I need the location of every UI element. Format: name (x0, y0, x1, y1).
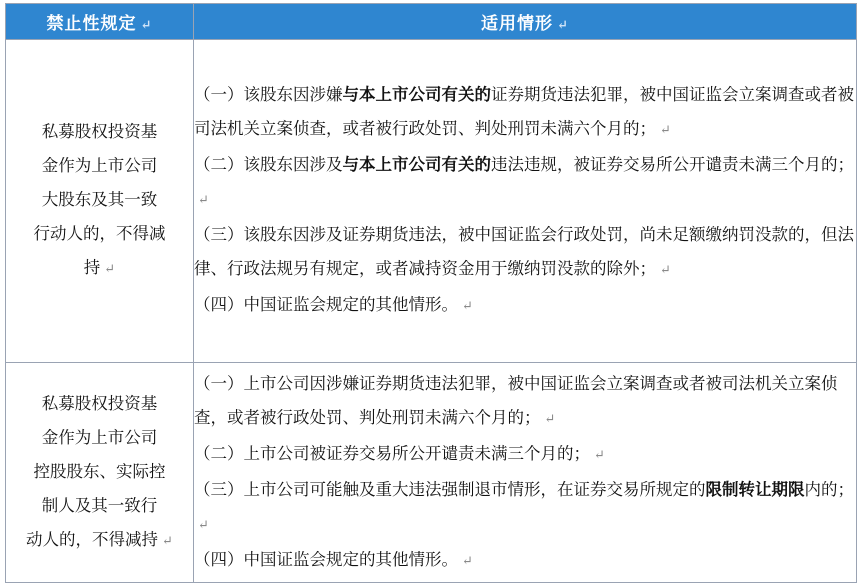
row1-cases-cell (194, 40, 857, 363)
row1-rule-line: 行动人的，不得减 (33, 224, 166, 243)
row2-rule-line: 私募股权投资基 (41, 393, 158, 413)
row1-rule-line: 大股东及其一致 (41, 190, 158, 209)
row2-rule-cell (6, 363, 194, 583)
header-prohibited-rules (6, 4, 194, 40)
case-item: （三）上市公司可能触及重大违法强制退市情形，在证券交易所规定的限制转让期限内的；↵ (194, 479, 854, 533)
header-col1-text: 禁止性规定 (46, 14, 137, 34)
case-item: （二）该股东因涉及与本上市公司有关的违法违规，被证券交易所公开谴责未满三个月的；↵ (194, 155, 854, 208)
row2-cases-cell (194, 363, 857, 583)
table-row (6, 40, 857, 363)
rules-table (5, 3, 857, 583)
row2-rule-line: 制人及其一致行 (41, 495, 158, 515)
table-header-row (6, 4, 857, 40)
row2-rule-line: 金作为上市公司 (41, 427, 158, 447)
row2-rule-line: 动人的，不得减持 (26, 529, 159, 549)
paragraph-mark: ↵ (140, 18, 153, 33)
case-item: （二）上市公司被证券交易所公开谴责未满三个月的； ↵ (194, 443, 605, 463)
case-item: （四）中国证监会规定的其他情形。 ↵ (194, 295, 473, 314)
case-item: （一）上市公司因涉嫌证券期货违法犯罪，被中国证监会立案调查或者被司法机关立案侦查，或者被行政处罚、判处刑罚未满六个月的； ↵ (194, 373, 838, 427)
row1-rule-line: 持 (83, 258, 101, 277)
paragraph-mark: ↵ (162, 533, 173, 549)
header-col2-text: 适用情形 (481, 14, 554, 34)
table-row (6, 363, 857, 583)
row1-rule-line: 金作为上市公司 (41, 156, 158, 175)
row1-rule-line: 私募股权投资基 (41, 122, 158, 141)
case-item: （一）该股东因涉嫌与本上市公司有关的证券期货违法犯罪，被中国证监会立案调查或者被司法机关立案侦查，或者被行政处罚、判处刑罚未满六个月的； ↵ (194, 85, 854, 138)
case-item: （四）中国证监会规定的其他情形。 ↵ (194, 549, 473, 569)
case-item: （三）该股东因涉及证券期货违法，被中国证监会行政处罚，尚未足额缴纳罚没款的，但法律、行政法规另有规定，或者减持资金用于缴纳罚没款的除外； ↵ (194, 225, 854, 278)
header-applicable-cases (194, 4, 857, 40)
row2-rule-line: 控股股东、实际控 (33, 461, 166, 481)
row1-rule-cell (6, 40, 194, 363)
paragraph-mark: ↵ (557, 18, 569, 33)
paragraph-mark: ↵ (104, 262, 116, 277)
